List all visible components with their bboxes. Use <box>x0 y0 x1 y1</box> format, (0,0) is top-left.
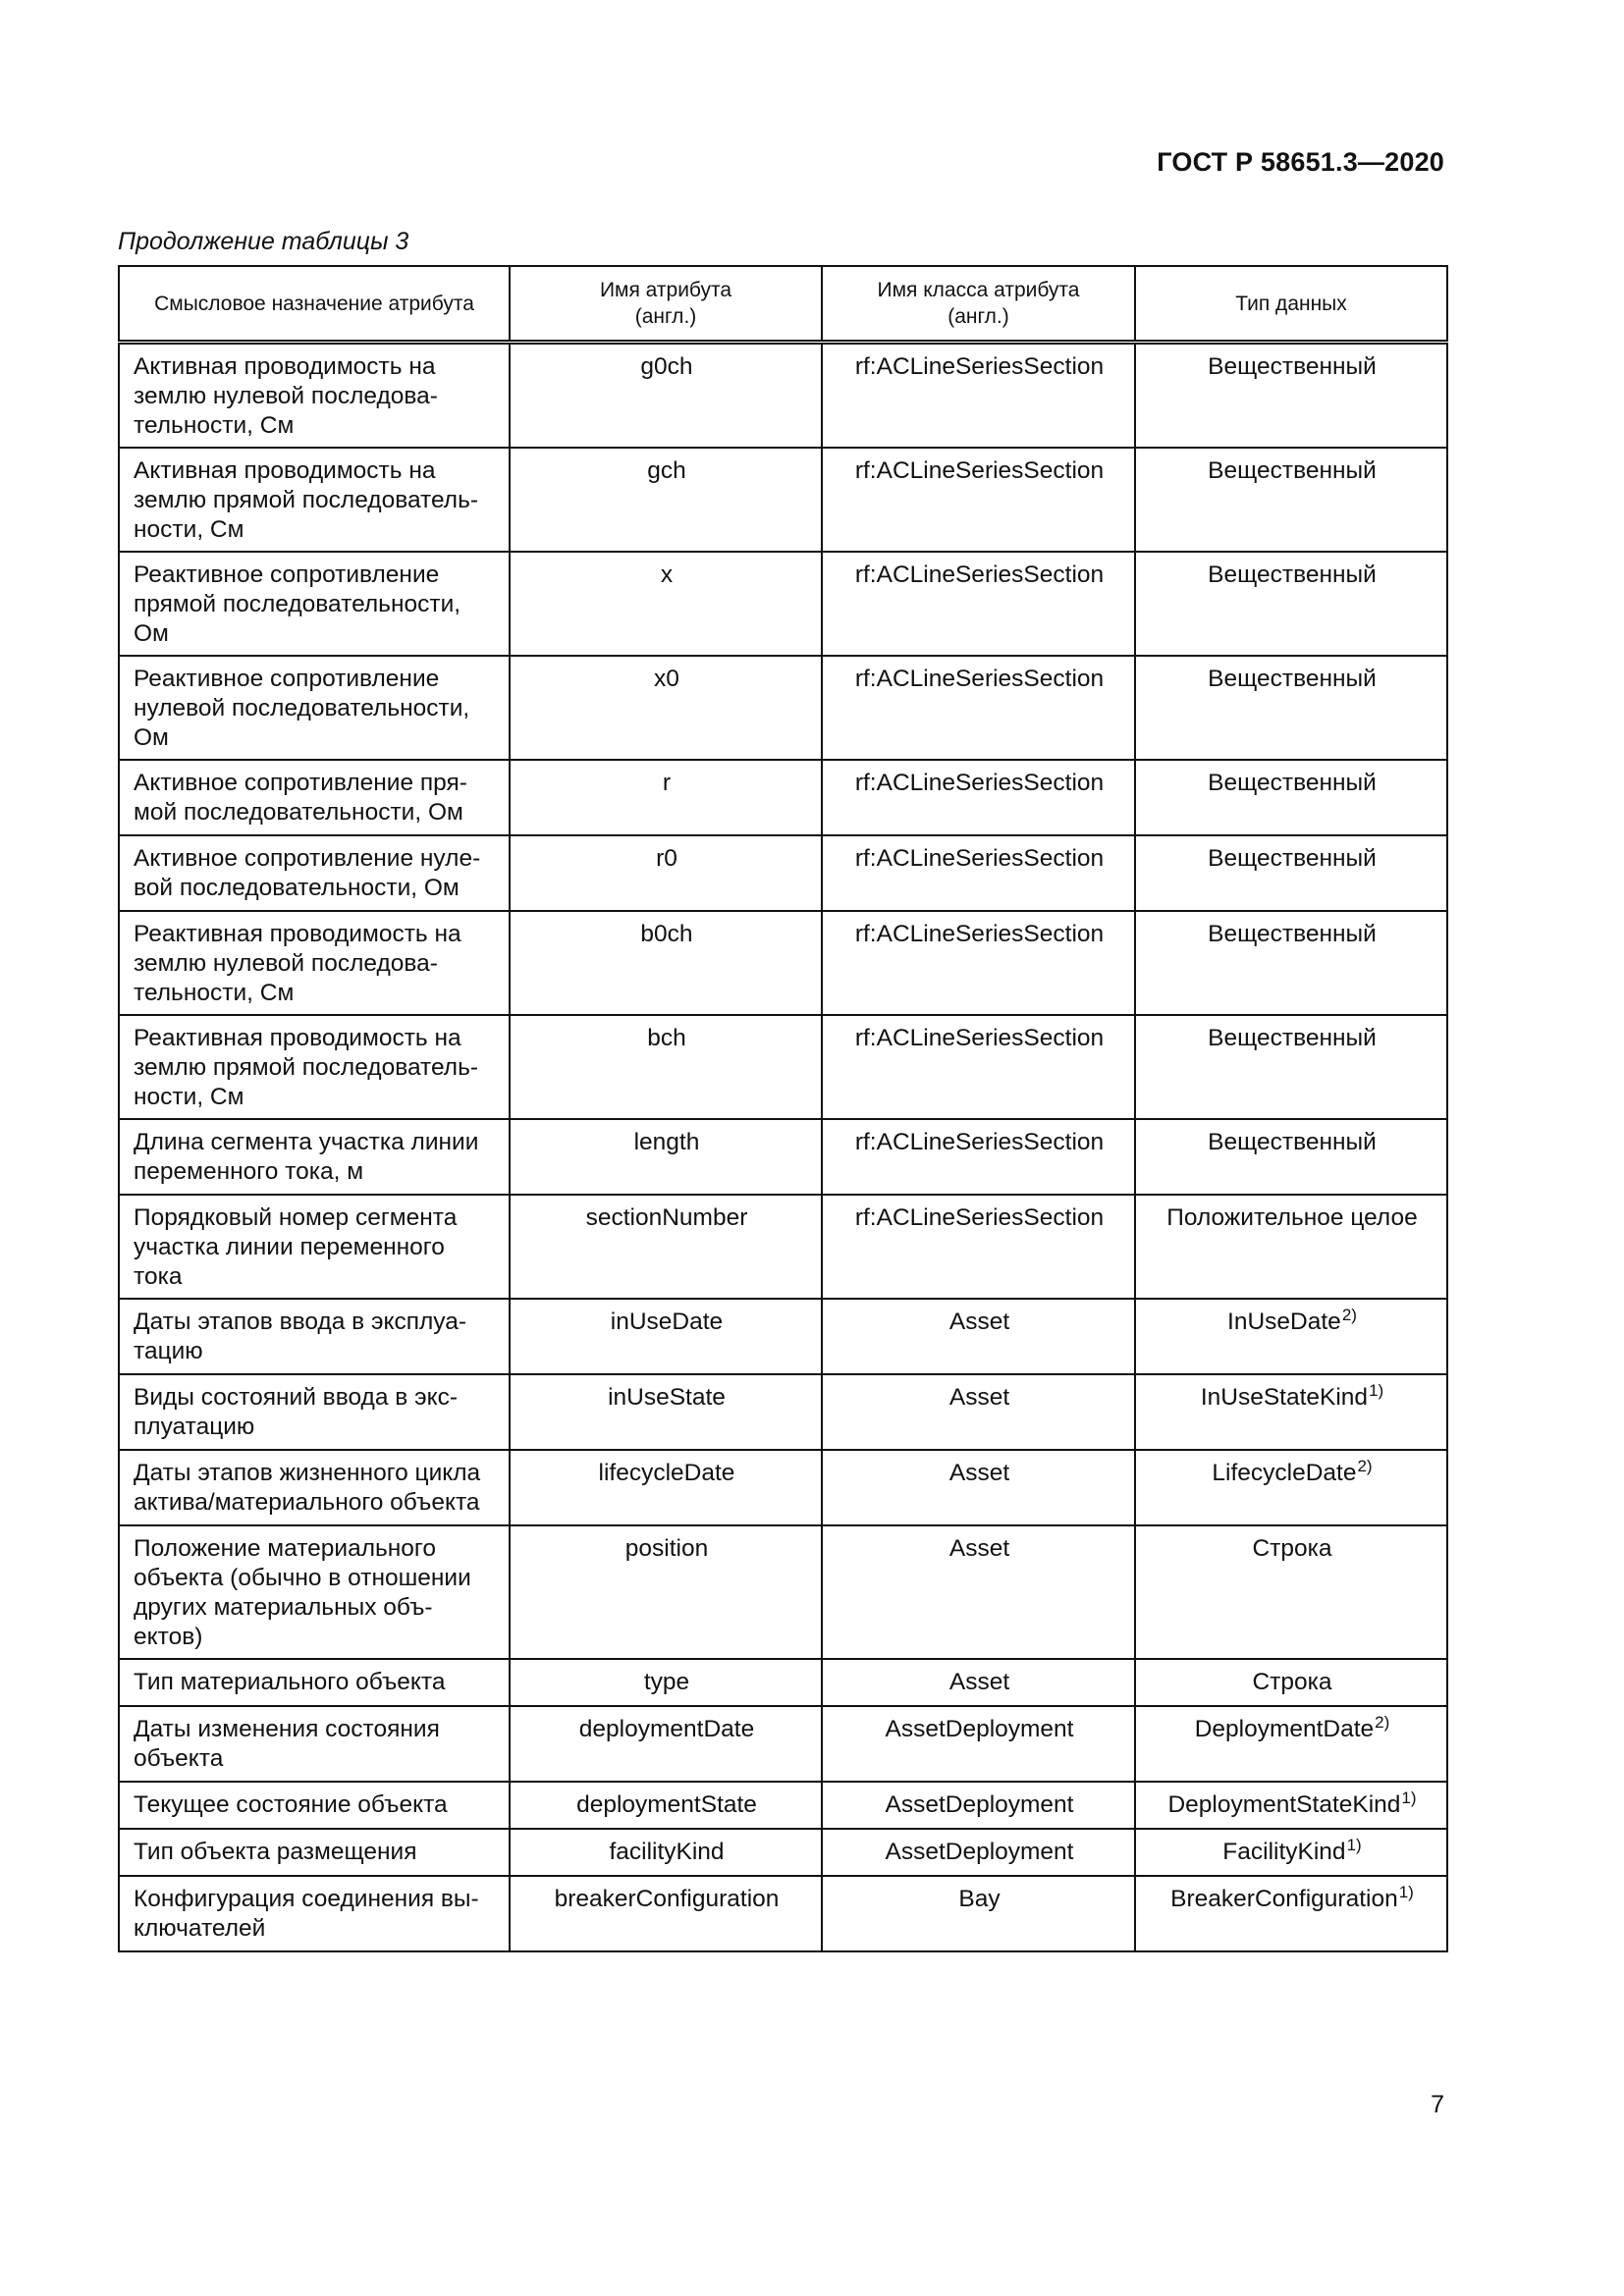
table-row <box>119 1299 1447 1374</box>
data-type-text: Вещественный <box>1208 457 1377 484</box>
data-type-text: LifecycleDate <box>1212 1460 1357 1486</box>
cell-attribute-name: inUseDate <box>510 1299 822 1374</box>
table-row <box>119 1659 1447 1706</box>
cell-attribute-name: length <box>510 1119 822 1195</box>
cell-data-type <box>1135 1195 1447 1299</box>
cell-attribute-class: Asset <box>822 1299 1135 1374</box>
cell-attribute-class: AssetDeployment <box>822 1829 1135 1876</box>
column-header-data-type: Тип данных <box>1135 266 1447 343</box>
cell-attribute-class: rf:ACLineSeriesSection <box>822 552 1135 656</box>
cell-data-type <box>1135 656 1447 760</box>
column-header-attribute-class: Имя класса атрибута (англ.) <box>822 266 1135 343</box>
table-row <box>119 1782 1447 1829</box>
table-body <box>119 343 1447 1952</box>
column-header-purpose: Смысловое назначение атрибута <box>119 266 510 343</box>
cell-data-type <box>1135 835 1447 911</box>
data-type-text: FacilityKind <box>1222 1839 1346 1865</box>
cell-attribute-name: deploymentState <box>510 1782 822 1829</box>
table-row <box>119 1015 1447 1119</box>
data-type-text: Вещественный <box>1208 666 1377 692</box>
footnote-marker: 2) <box>1357 1457 1373 1475</box>
data-type-text: Вещественный <box>1208 921 1377 947</box>
cell-attribute-class: rf:ACLineSeriesSection <box>822 1015 1135 1119</box>
table-row <box>119 760 1447 835</box>
data-type-text: DeploymentDate <box>1194 1716 1375 1742</box>
cell-attribute-purpose: Реактивная проводимость на землю нулевой последова- тельности, См <box>119 911 510 1015</box>
cell-attribute-name: deploymentDate <box>510 1706 822 1782</box>
cell-attribute-name: g0ch <box>510 343 822 449</box>
cell-attribute-name: r <box>510 760 822 835</box>
cell-data-type <box>1135 1876 1447 1951</box>
table-row <box>119 552 1447 656</box>
cell-data-type <box>1135 1782 1447 1829</box>
cell-attribute-class: rf:ACLineSeriesSection <box>822 343 1135 449</box>
data-type-text: InUseDate <box>1227 1308 1341 1335</box>
cell-attribute-purpose: Реактивное сопротивление прямой последовательности, Ом <box>119 552 510 656</box>
cell-data-type <box>1135 1119 1447 1195</box>
table-row <box>119 1525 1447 1659</box>
cell-attribute-class: rf:ACLineSeriesSection <box>822 448 1135 552</box>
cell-attribute-class: Bay <box>822 1876 1135 1951</box>
cell-data-type <box>1135 1706 1447 1782</box>
footnote-marker: 1) <box>1346 1836 1362 1854</box>
table-header-row <box>119 266 1447 343</box>
cell-attribute-class: Asset <box>822 1374 1135 1450</box>
cell-attribute-purpose: Активная проводимость на землю прямой последователь- ности, См <box>119 448 510 552</box>
table-row <box>119 1374 1447 1450</box>
data-type-text: Вещественный <box>1208 770 1377 796</box>
cell-attribute-name: lifecycleDate <box>510 1450 822 1525</box>
data-type-text: Вещественный <box>1208 353 1377 380</box>
cell-attribute-class: rf:ACLineSeriesSection <box>822 1119 1135 1195</box>
data-type-text: Строка <box>1252 1535 1332 1562</box>
table-row <box>119 1119 1447 1195</box>
cell-attribute-name: r0 <box>510 835 822 911</box>
cell-data-type <box>1135 343 1447 449</box>
cell-attribute-purpose: Длина сегмента участка линии переменного тока, м <box>119 1119 510 1195</box>
table-row <box>119 1876 1447 1951</box>
page-number: 7 <box>1431 2091 1444 2118</box>
data-type-text: BreakerConfiguration <box>1170 1886 1398 1912</box>
document-code: ГОСТ Р 58651.3—2020 <box>1157 147 1444 177</box>
cell-data-type <box>1135 1015 1447 1119</box>
cell-data-type <box>1135 911 1447 1015</box>
cell-attribute-name: x <box>510 552 822 656</box>
cell-attribute-class: Asset <box>822 1659 1135 1706</box>
cell-attribute-class: rf:ACLineSeriesSection <box>822 1195 1135 1299</box>
cell-attribute-name: breakerConfiguration <box>510 1876 822 1951</box>
cell-attribute-purpose: Текущее состояние объекта <box>119 1782 510 1829</box>
cell-data-type <box>1135 1659 1447 1706</box>
cell-attribute-purpose: Даты этапов ввода в эксплуа- тацию <box>119 1299 510 1374</box>
cell-attribute-purpose: Тип объекта размещения <box>119 1829 510 1876</box>
cell-attribute-class: AssetDeployment <box>822 1706 1135 1782</box>
table-row <box>119 1195 1447 1299</box>
table-row <box>119 448 1447 552</box>
cell-attribute-name: position <box>510 1525 822 1659</box>
cell-data-type <box>1135 1450 1447 1525</box>
table-row <box>119 835 1447 911</box>
cell-attribute-purpose: Порядковый номер сегмента участка линии переменного тока <box>119 1195 510 1299</box>
footnote-marker: 1) <box>1398 1883 1414 1901</box>
cell-data-type <box>1135 552 1447 656</box>
cell-data-type <box>1135 1829 1447 1876</box>
table-row <box>119 343 1447 449</box>
cell-attribute-name: bch <box>510 1015 822 1119</box>
cell-attribute-name: facilityKind <box>510 1829 822 1876</box>
cell-attribute-class: rf:ACLineSeriesSection <box>822 760 1135 835</box>
cell-attribute-purpose: Активная проводимость на землю нулевой последова- тельности, См <box>119 343 510 449</box>
table-caption: Продолжение таблицы 3 <box>118 228 409 255</box>
cell-attribute-name: x0 <box>510 656 822 760</box>
cell-attribute-purpose: Положение материального объекта (обычно в отношении других материальных объ- ектов) <box>119 1525 510 1659</box>
data-type-text: Вещественный <box>1208 845 1377 872</box>
data-type-text: Строка <box>1252 1669 1332 1695</box>
footnote-marker: 1) <box>1369 1381 1384 1400</box>
cell-attribute-name: b0ch <box>510 911 822 1015</box>
cell-attribute-class: rf:ACLineSeriesSection <box>822 835 1135 911</box>
table-row <box>119 911 1447 1015</box>
table-row <box>119 656 1447 760</box>
cell-attribute-name: sectionNumber <box>510 1195 822 1299</box>
table-row <box>119 1829 1447 1876</box>
table-row <box>119 1706 1447 1782</box>
footnote-marker: 2) <box>1341 1306 1357 1324</box>
cell-data-type <box>1135 760 1447 835</box>
data-type-text: Вещественный <box>1208 561 1377 588</box>
data-type-text: Вещественный <box>1208 1129 1377 1155</box>
cell-attribute-purpose: Реактивное сопротивление нулевой последовательности, Ом <box>119 656 510 760</box>
cell-attribute-purpose: Конфигурация соединения вы- ключателей <box>119 1876 510 1951</box>
footnote-marker: 2) <box>1375 1713 1390 1732</box>
data-type-text: Положительное целое <box>1166 1204 1418 1231</box>
cell-data-type <box>1135 1299 1447 1374</box>
cell-attribute-class: Asset <box>822 1525 1135 1659</box>
cell-attribute-class: rf:ACLineSeriesSection <box>822 911 1135 1015</box>
cell-attribute-name: gch <box>510 448 822 552</box>
cell-attribute-class: rf:ACLineSeriesSection <box>822 656 1135 760</box>
cell-attribute-class: AssetDeployment <box>822 1782 1135 1829</box>
footnote-marker: 1) <box>1401 1789 1417 1807</box>
column-header-attribute-name: Имя атрибута (англ.) <box>510 266 822 343</box>
cell-attribute-purpose: Даты этапов жизненного цикла актива/материального объекта <box>119 1450 510 1525</box>
attributes-table <box>118 265 1448 1952</box>
data-type-text: Вещественный <box>1208 1025 1377 1051</box>
cell-attribute-purpose: Даты изменения состояния объекта <box>119 1706 510 1782</box>
cell-attribute-purpose: Активное сопротивление пря- мой последовательности, Ом <box>119 760 510 835</box>
cell-attribute-purpose: Реактивная проводимость на землю прямой последователь- ности, См <box>119 1015 510 1119</box>
cell-data-type <box>1135 1374 1447 1450</box>
cell-attribute-name: type <box>510 1659 822 1706</box>
cell-attribute-name: inUseState <box>510 1374 822 1450</box>
cell-data-type <box>1135 448 1447 552</box>
data-type-text: DeploymentStateKind <box>1167 1791 1401 1818</box>
cell-attribute-class: Asset <box>822 1450 1135 1525</box>
cell-attribute-purpose: Активное сопротивление нуле- вой последовательности, Ом <box>119 835 510 911</box>
table-row <box>119 1450 1447 1525</box>
data-type-text: InUseStateKind <box>1200 1384 1369 1411</box>
cell-attribute-purpose: Виды состояний ввода в экс- плуатацию <box>119 1374 510 1450</box>
cell-data-type <box>1135 1525 1447 1659</box>
cell-attribute-purpose: Тип материального объекта <box>119 1659 510 1706</box>
